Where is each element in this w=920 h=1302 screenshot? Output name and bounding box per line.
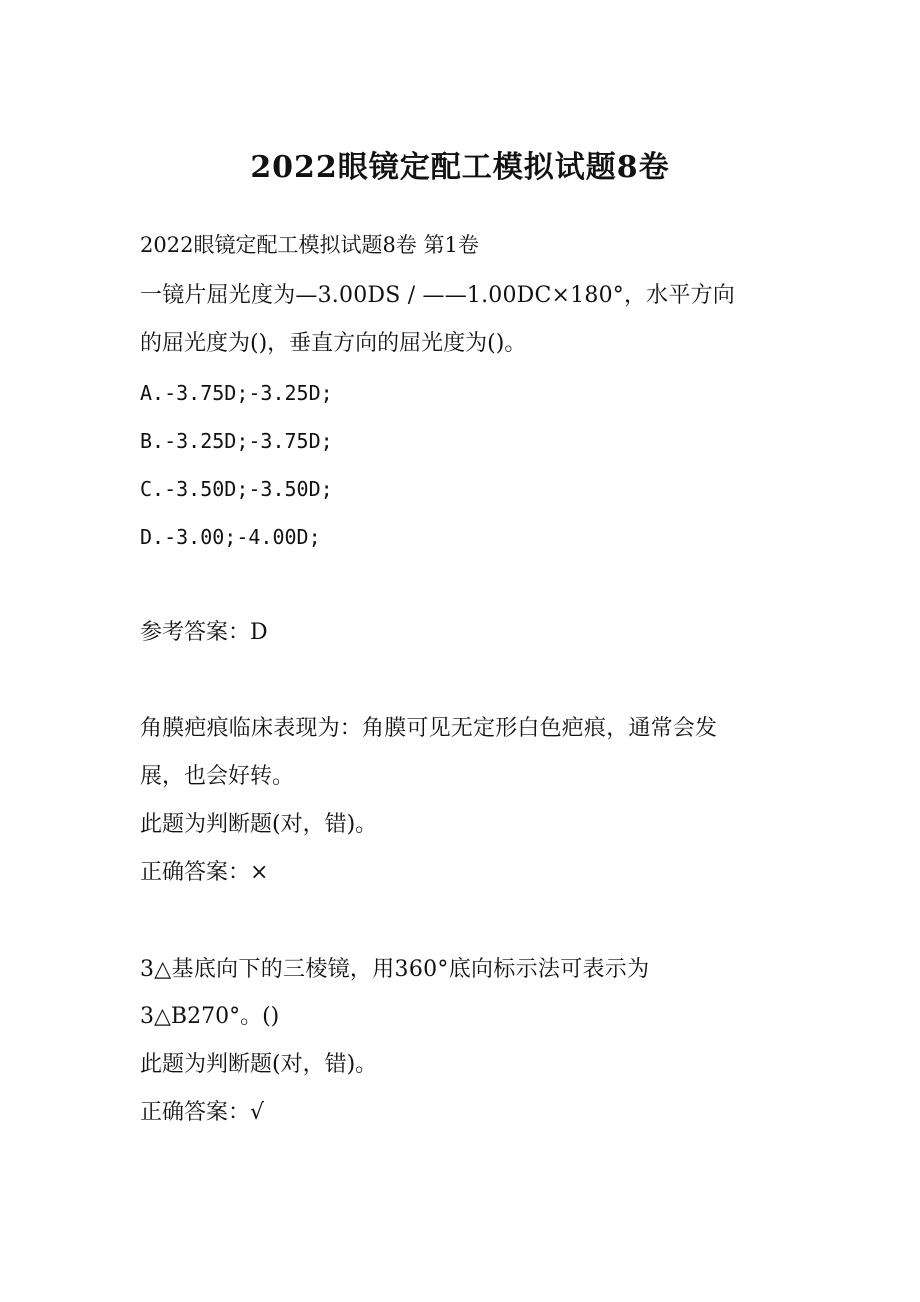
question-2-text-line-2: 展，也会好转。 [140,764,295,789]
document-title: 2022眼镜定配工模拟试题8卷 [250,150,670,185]
question-1-text-line-2: 的屈光度为()，垂直方向的屈光度为()。 [140,331,527,356]
question-1-option-a: A.-3.75D;-3.25D; [140,381,333,405]
question-1-answer: 参考答案：D [140,620,268,645]
question-3-type: 此题为判断题(对，错)。 [140,1052,378,1077]
question-2-text-line-1: 角膜疤痕临床表现为：角膜可见无定形白色疤痕，通常会发 [140,716,718,741]
question-1-option-c: C.-3.50D;-3.50D; [140,477,333,501]
question-2-type: 此题为判断题(对，错)。 [140,812,378,837]
question-1-option-b: B.-3.25D;-3.75D; [140,429,333,453]
question-3-text-line-2: 3△B270°。() [140,1004,280,1029]
section-subtitle: 2022眼镜定配工模拟试题8卷 第1卷 [140,233,479,257]
question-1-option-d: D.-3.00;-4.00D; [140,525,321,549]
question-1-text-line-1: 一镜片屈光度为—3.00DS / ——1.00DC×180°，水平方向 [140,283,735,308]
question-3-text-line-1: 3△基底向下的三棱镜，用360°底向标示法可表示为 [140,957,650,982]
question-3-answer: 正确答案：√ [140,1100,265,1125]
question-2-answer: 正确答案：× [140,860,269,885]
